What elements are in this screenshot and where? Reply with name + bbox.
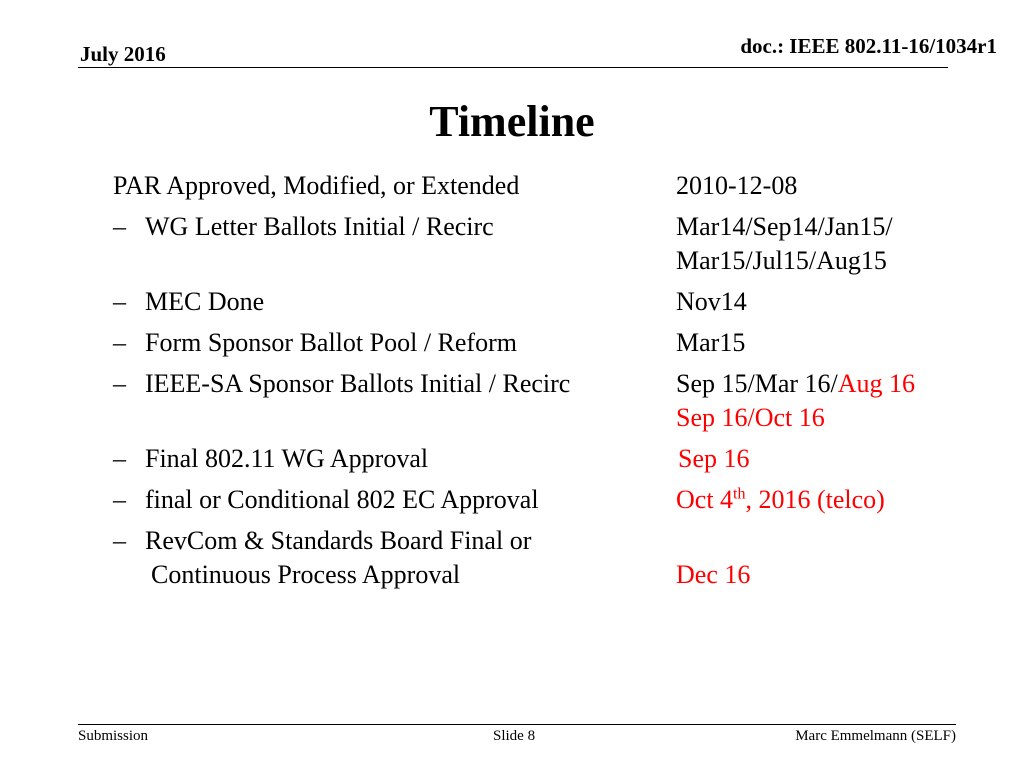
footer-slide-number: Slide 8	[493, 728, 536, 744]
bullet-dash: –	[113, 444, 126, 473]
bullet-dash: –	[113, 369, 126, 398]
footer-divider	[78, 724, 956, 725]
item-value-planned: Aug 16	[837, 369, 916, 398]
item-label: MEC Done	[145, 287, 265, 316]
item-value-pre: Oct 4	[676, 485, 734, 514]
item-value-post: , 2016 (telco)	[745, 485, 885, 514]
bullet-dash: –	[113, 328, 126, 357]
header-doc-id: doc.: IEEE 802.11-16/1034r1	[740, 34, 997, 58]
header-date: July 2016	[80, 42, 166, 66]
item-label-line2: Continuous Process Approval	[151, 560, 461, 589]
item-value-past: Sep 15/Mar 16/	[676, 369, 838, 398]
item-value: Nov14	[676, 287, 747, 316]
item-label: WG Letter Ballots Initial / Recirc	[145, 212, 494, 241]
item-label: final or Conditional 802 EC Approval	[145, 485, 539, 514]
footer-author: Marc Emmelmann (SELF)	[795, 728, 956, 744]
item-value: Mar15	[676, 328, 746, 357]
bullet-dash: –	[113, 485, 126, 514]
item-label: Final 802.11 WG Approval	[145, 444, 429, 473]
item-value-line2: Sep 16/Oct 16	[676, 403, 825, 432]
bullet-dash: –	[113, 212, 126, 241]
item-value: Sep 16	[678, 444, 750, 473]
item-label: Form Sponsor Ballot Pool / Reform	[145, 328, 517, 357]
item-value	[676, 483, 885, 517]
bullet-dash: –	[113, 526, 126, 555]
footer-submission: Submission	[78, 728, 149, 744]
item-label: RevCom & Standards Board Final or	[145, 526, 532, 555]
item-value: Dec 16	[676, 560, 751, 589]
item-value	[676, 367, 915, 401]
item-label: IEEE-SA Sponsor Ballots Initial / Recirc	[145, 369, 571, 398]
item-value-line2: Mar15/Jul15/Aug15	[676, 246, 887, 275]
item-label: PAR Approved, Modified, or Extended	[113, 171, 520, 200]
item-value: Mar14/Sep14/Jan15/	[676, 212, 893, 241]
item-value: 2010-12-08	[676, 171, 798, 200]
slide-title: Timeline	[429, 97, 595, 146]
item-value-sup: th	[733, 485, 746, 503]
bullet-dash: –	[113, 287, 126, 316]
